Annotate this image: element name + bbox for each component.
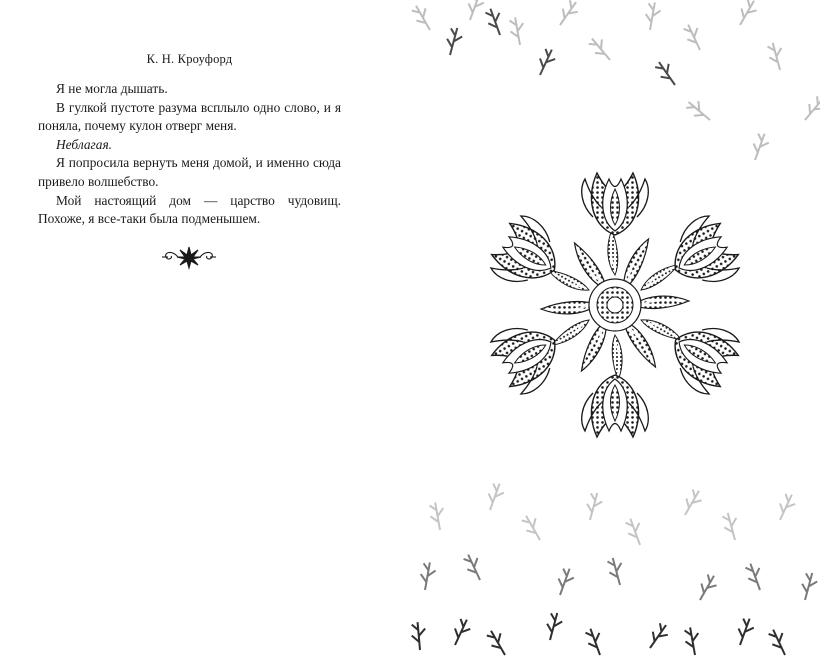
- bottom-foliage-dark: [411, 611, 792, 658]
- bottom-foliage-mid: [418, 552, 819, 604]
- body-text: [38, 80, 341, 229]
- paragraph: Я не могла дышать.: [56, 81, 168, 96]
- paragraph: В гулкой пустоте разума всплыло одно слово, и я поняла, почему кулон отверг меня.: [38, 99, 341, 134]
- illustration-page: [410, 0, 820, 661]
- snowflake-ornament: [484, 173, 746, 437]
- paragraph: Мой настоящий дом — царство чудовищ. Похоже, я все-таки была подменышем.: [38, 192, 341, 227]
- paragraph: Я попросила вернуть меня домой, и именно сюда привело волшебство.: [38, 155, 341, 189]
- top-foliage-dark: [443, 6, 680, 89]
- top-foliage-decoration: [410, 0, 820, 162]
- star-flourish-icon: [160, 244, 218, 270]
- snowflake-lotus-illustration: [410, 0, 820, 661]
- running-head-author: К. Н. Кроуфорд: [146, 52, 233, 66]
- bottom-foliage-light: [428, 481, 798, 547]
- paragraph-italic: Неблагая.: [56, 136, 113, 152]
